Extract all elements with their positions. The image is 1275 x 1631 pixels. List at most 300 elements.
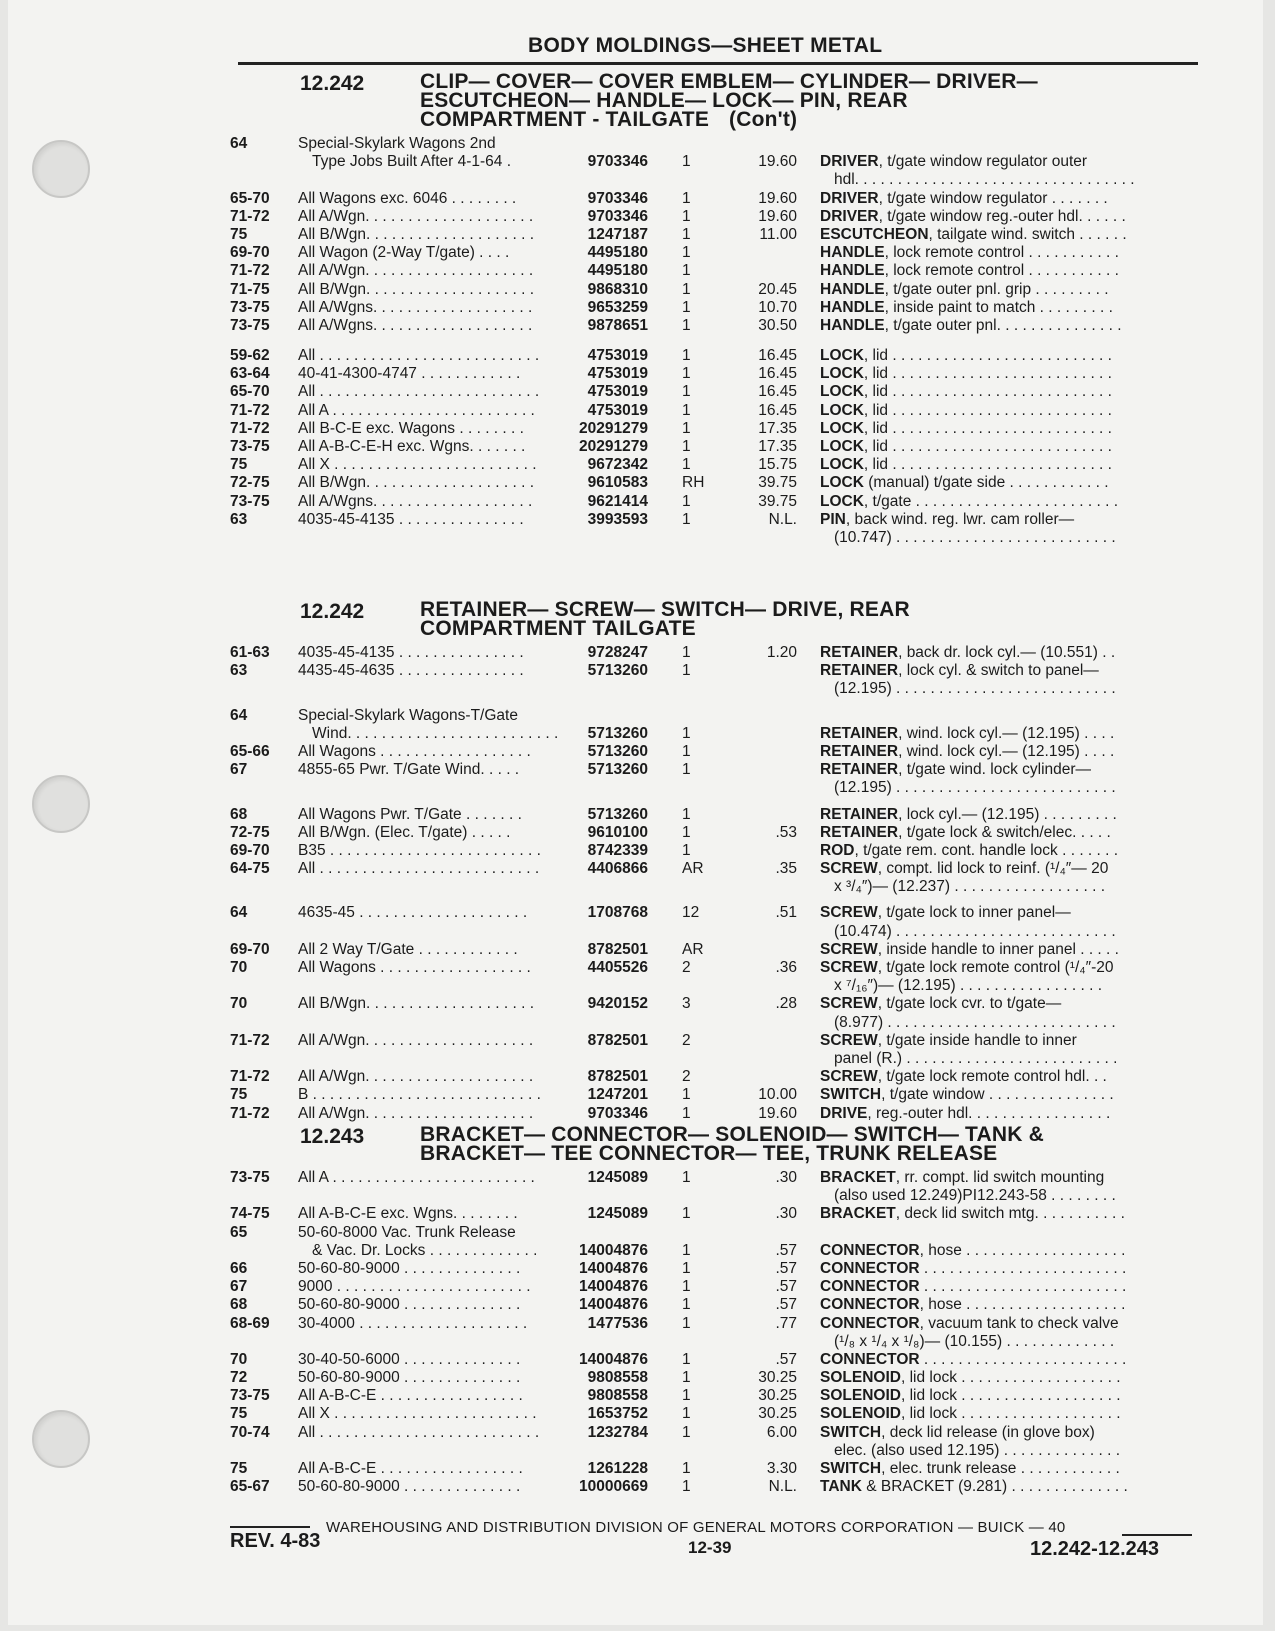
- part-name: SCREW: [820, 995, 878, 1013]
- part-detail: , lid lock . . . . . . . . . . . . . . . . . . .: [900, 1405, 1121, 1423]
- footer-rule: [1122, 1534, 1192, 1536]
- part-description: [820, 153, 1206, 171]
- footer-publisher: WAREHOUSING AND DISTRIBUTION DIVISION OF GENERAL MOTORS CORPORATION — BUICK — 40: [326, 1519, 1066, 1536]
- part-detail: , t/gate window reg.-outer hdl. . . . . .: [878, 207, 1126, 225]
- part-description: [820, 959, 1206, 977]
- model-years: 72-75: [230, 823, 270, 841]
- footer-section-range: 12.242-12.243: [1030, 1538, 1160, 1560]
- part-detail: , back dr. lock cyl.— (10.551) . .: [898, 644, 1116, 661]
- parts-row: [230, 1296, 1205, 1314]
- parts-row: [230, 1068, 1205, 1086]
- part-name: ROD: [820, 841, 855, 859]
- model-years: 73-75: [230, 298, 270, 316]
- description-continuation: [230, 1014, 1205, 1032]
- part-number: 4495180: [587, 262, 648, 280]
- parts-row: [230, 365, 1205, 383]
- part-detail: , lid . . . . . . . . . . . . . . . . . . . . . . . . . .: [863, 401, 1112, 419]
- section-header: [230, 72, 1205, 129]
- part-detail: , lock remote control . . . . . . . . . . .: [884, 262, 1119, 280]
- part-description: [820, 1068, 1206, 1086]
- quantity: 1: [682, 1086, 691, 1104]
- part-description: [820, 456, 1206, 474]
- part-detail: , lid . . . . . . . . . . . . . . . . . . . . . . . . . .: [863, 456, 1112, 474]
- part-detail: , lock cyl.— (12.195) . . . . . . . . .: [898, 805, 1117, 823]
- quantity: 1: [682, 1259, 691, 1277]
- model-years: 71-72: [230, 1031, 270, 1049]
- part-detail: , elec. trunk release . . . . . . . . . . . .: [881, 1460, 1120, 1477]
- part-name: SCREW: [820, 959, 878, 976]
- quantity: 1: [682, 456, 691, 474]
- part-detail: , inside paint to match . . . . . . . . .: [884, 298, 1113, 316]
- part-name: RETAINER: [820, 724, 899, 742]
- model-years: 75: [230, 225, 248, 243]
- section-title-line: ESCUTCHEON— HANDLE— LOCK— PIN, REAR: [420, 89, 908, 112]
- parts-list: [230, 1169, 1205, 1496]
- quantity: 1: [682, 1460, 691, 1477]
- price: N.L.: [768, 1478, 797, 1496]
- price: 30.25: [758, 1405, 797, 1423]
- model-years: 65: [230, 1223, 248, 1241]
- application: All B-C-E exc. Wagons . . . . . . . .: [298, 419, 524, 437]
- part-detail: , t/gate lock remote control (¹/₄″-20: [877, 959, 1114, 976]
- application: All A/Wgn. . . . . . . . . . . . . . . . . . . .: [298, 207, 534, 225]
- application: All . . . . . . . . . . . . . . . . . . . . . . . . . .: [298, 347, 540, 365]
- part-number: 1247201: [587, 1086, 648, 1104]
- part-number: 4753019: [587, 347, 648, 365]
- parts-row: [230, 1205, 1205, 1223]
- part-detail: , deck lid release (in glove box): [881, 1423, 1095, 1441]
- part-number: 9878651: [587, 316, 648, 334]
- part-name: SOLENOID: [820, 1405, 901, 1423]
- part-number: 9808558: [587, 1369, 648, 1387]
- model-years: 71-72: [230, 207, 270, 225]
- model-years: 75: [230, 1086, 248, 1104]
- part-description: [820, 806, 1206, 824]
- part-description: (also used 12.249)PI12.243-58 . . . . . . . .: [834, 1187, 1116, 1205]
- part-detail: , inside handle to inner panel . . . . .: [877, 940, 1119, 958]
- quantity: 1: [682, 316, 691, 334]
- parts-row: [230, 190, 1205, 208]
- part-detail: , lock remote control . . . . . . . . . . .: [884, 244, 1119, 262]
- part-number: 9703346: [587, 153, 648, 171]
- part-description: [820, 1387, 1206, 1405]
- model-years: 71-72: [230, 419, 270, 437]
- application: All A-B-C-E . . . . . . . . . . . . . . . . .: [298, 1460, 523, 1477]
- price: .77: [775, 1314, 797, 1332]
- part-description: [820, 1205, 1206, 1223]
- description-continuation: [230, 171, 1205, 189]
- part-name: BRACKET: [820, 1169, 896, 1186]
- part-description: [820, 1260, 1206, 1278]
- part-detail: , compt. lid lock to reinf. (¹/₄″— 20: [877, 860, 1109, 878]
- parts-row: [230, 1086, 1205, 1104]
- parts-row: [230, 725, 1205, 743]
- part-description: [820, 402, 1206, 420]
- part-detail: (manual) t/gate side . . . . . . . . . . . .: [863, 474, 1109, 492]
- part-description: (8.977) . . . . . . . . . . . . . . . . . . . . . . . . . . .: [834, 1013, 1116, 1031]
- application: 50-60-80-9000 . . . . . . . . . . . . . .: [298, 1259, 521, 1277]
- part-detail: , t/gate lock to inner panel—: [877, 904, 1071, 922]
- part-description: [820, 824, 1206, 842]
- part-description: [820, 438, 1206, 456]
- quantity: RH: [682, 474, 705, 492]
- part-description: [820, 1315, 1206, 1333]
- price: 19.60: [758, 153, 797, 171]
- part-description: [820, 1296, 1206, 1314]
- parts-row: [230, 1460, 1205, 1478]
- application: All Wagon (2-Way T/gate) . . . .: [298, 244, 510, 262]
- part-name: RETAINER: [820, 805, 899, 823]
- quantity: 1: [682, 244, 691, 262]
- price: N.L.: [768, 510, 797, 528]
- part-description: [820, 842, 1206, 860]
- part-name: HANDLE: [820, 262, 885, 280]
- part-number: 4753019: [587, 365, 648, 383]
- parts-row: [230, 761, 1205, 779]
- application: All A-B-C-E exc. Wgns. . . . . . . .: [298, 1205, 518, 1223]
- quantity: 1: [682, 1205, 691, 1223]
- application: All . . . . . . . . . . . . . . . . . . . . . . . . . .: [298, 1423, 540, 1441]
- parts-row: [230, 208, 1205, 226]
- part-number: 9672342: [587, 456, 648, 474]
- model-years: 65-70: [230, 383, 270, 401]
- description-continuation: [230, 1333, 1205, 1351]
- part-description: (¹/₈ x ¹/₄ x ¹/₈)— (10.155) . . . . . . . . . . . . .: [834, 1332, 1115, 1350]
- part-name: RETAINER: [820, 823, 899, 841]
- section-header: [230, 600, 1205, 638]
- model-years: 65-67: [230, 1478, 270, 1496]
- model-years: 67: [230, 761, 248, 779]
- part-name: LOCK: [820, 383, 864, 401]
- model-years: 69-70: [230, 244, 270, 262]
- footer-revision: REV. 4-83: [230, 1530, 321, 1552]
- part-name: SCREW: [820, 1031, 878, 1049]
- part-name: PIN: [820, 510, 846, 528]
- quantity: AR: [682, 860, 704, 878]
- part-description: panel (R.) . . . . . . . . . . . . . . . . . . . . . . . . .: [834, 1049, 1118, 1067]
- part-detail: , t/gate lock & switch/elec. . . . .: [898, 823, 1111, 841]
- part-number: 5713260: [587, 805, 648, 823]
- price: 30.25: [758, 1387, 797, 1405]
- part-number: 1247187: [587, 225, 648, 243]
- quantity: 1: [682, 189, 691, 207]
- parts-row: [230, 226, 1205, 244]
- section-title-line: [420, 110, 1205, 129]
- application: & Vac. Dr. Locks . . . . . . . . . . . . .: [312, 1241, 538, 1259]
- parts-row: [230, 959, 1205, 977]
- parts-row: [230, 1424, 1205, 1442]
- part-description: x ³/₄″)— (12.237) . . . . . . . . . . . . . . . . . .: [834, 878, 1106, 896]
- part-number: 1261228: [587, 1460, 648, 1477]
- application: 4635-45 . . . . . . . . . . . . . . . . . . . .: [298, 904, 528, 922]
- continued-label: (Con't): [729, 108, 798, 131]
- parts-row: [230, 1260, 1205, 1278]
- part-number: 3993593: [587, 510, 648, 528]
- part-detail: , rr. compt. lid switch mounting: [895, 1169, 1105, 1186]
- part-description: [820, 317, 1206, 335]
- description-continuation: [230, 779, 1205, 797]
- quantity: 1: [682, 298, 691, 316]
- part-detail: , t/gate lock cvr. to t/gate—: [877, 995, 1062, 1013]
- part-name: CONNECTOR: [820, 1350, 920, 1368]
- part-name: SOLENOID: [820, 1369, 901, 1387]
- part-description: [820, 1478, 1206, 1496]
- application: All A/Wgns. . . . . . . . . . . . . . . . . . .: [298, 492, 533, 510]
- part-name: CONNECTOR: [820, 1296, 920, 1314]
- model-years: 63-64: [230, 365, 270, 383]
- binder-hole: [32, 140, 90, 198]
- part-number: 9610100: [587, 823, 648, 841]
- application: 30-4000 . . . . . . . . . . . . . . . . . . . .: [298, 1314, 528, 1332]
- parts-row: [230, 1278, 1205, 1296]
- application: All Wagons Pwr. T/Gate . . . . . . .: [298, 805, 522, 823]
- part-description: [820, 190, 1206, 208]
- model-years: 70: [230, 959, 248, 976]
- part-detail: , wind. lock cyl.— (12.195) . . . .: [898, 724, 1115, 742]
- section-number: 12.242: [300, 72, 365, 95]
- price: 11.00: [759, 225, 797, 243]
- price: .51: [775, 904, 797, 922]
- application: 4435-45-4635 . . . . . . . . . . . . . . .: [298, 662, 524, 680]
- parts-row: [230, 1478, 1205, 1496]
- part-number: 5713260: [587, 662, 648, 680]
- model-years: 71-72: [230, 1104, 270, 1122]
- quantity: 1: [682, 1350, 691, 1368]
- parts-row: [230, 824, 1205, 842]
- description-continuation: [230, 1187, 1205, 1205]
- header-rule: [238, 62, 1198, 65]
- quantity: 1: [682, 347, 691, 365]
- page-header-title: BODY MOLDINGS—SHEET METAL: [528, 34, 883, 57]
- part-detail: . . . . . . . . . . . . . . . . . . . . . . . .: [919, 1350, 1127, 1368]
- part-number: 10000669: [579, 1478, 648, 1496]
- part-number: 5713260: [587, 724, 648, 742]
- quantity: 2: [682, 1068, 691, 1086]
- quantity: 1: [682, 823, 691, 841]
- parts-row: [230, 995, 1205, 1013]
- model-years: 70: [230, 995, 248, 1013]
- parts-row: [230, 1315, 1205, 1333]
- quantity: 1: [682, 1405, 691, 1423]
- application: 50-60-8000 Vac. Trunk Release: [298, 1223, 516, 1241]
- section-12-243-bracket-connector: [230, 1125, 1205, 1496]
- price: .57: [775, 1296, 797, 1314]
- part-number: 9653259: [587, 298, 648, 316]
- section-header: [230, 1125, 1205, 1163]
- quantity: 2: [682, 1031, 691, 1049]
- part-description: [820, 662, 1206, 680]
- model-years: 72: [230, 1369, 248, 1387]
- parts-row: [230, 662, 1205, 680]
- price: 16.45: [758, 347, 797, 365]
- quantity: 1: [682, 207, 691, 225]
- part-description: [820, 1032, 1206, 1050]
- price: .35: [775, 860, 797, 878]
- part-name: HANDLE: [820, 316, 885, 334]
- price: 15.75: [758, 456, 797, 474]
- parts-list: [230, 644, 1205, 1123]
- part-description: [820, 1460, 1206, 1478]
- parts-row: [230, 1387, 1205, 1405]
- footer-rule: [230, 1526, 310, 1528]
- part-name: HANDLE: [820, 298, 885, 316]
- part-detail: , tailgate wind. switch . . . . . .: [928, 225, 1127, 243]
- application: All A . . . . . . . . . . . . . . . . . . . . . . . .: [298, 1169, 535, 1186]
- model-years: 64: [230, 904, 248, 922]
- part-description: [820, 644, 1206, 662]
- part-number: 14004876: [579, 1296, 648, 1314]
- model-years: 71-72: [230, 401, 270, 419]
- part-description: [820, 743, 1206, 761]
- model-years: 68: [230, 1296, 248, 1314]
- part-name: RETAINER: [820, 644, 899, 661]
- model-years: 71-75: [230, 280, 270, 298]
- part-description: [820, 347, 1206, 365]
- application: 40-41-4300-4747 . . . . . . . . . . . .: [298, 365, 521, 383]
- part-detail: , t/gate lock remote control hdl. . .: [877, 1068, 1107, 1086]
- application: All 2 Way T/Gate . . . . . . . . . . . .: [298, 940, 518, 958]
- application: All A/Wgn. . . . . . . . . . . . . . . . . . . .: [298, 1104, 534, 1122]
- part-number: 9703346: [587, 207, 648, 225]
- catalog-page: [8, 0, 1263, 1625]
- part-name: SCREW: [820, 940, 878, 958]
- part-description: [820, 1424, 1206, 1442]
- description-continuation: [230, 878, 1205, 896]
- part-number: 9703346: [587, 189, 648, 207]
- part-description: elec. (also used 12.195) . . . . . . . . . . . . . .: [834, 1441, 1121, 1459]
- parts-row: [230, 420, 1205, 438]
- quantity: 1: [682, 1104, 691, 1122]
- price: .36: [775, 959, 797, 976]
- application: All B/Wgn. (Elec. T/gate) . . . . .: [298, 823, 511, 841]
- price: 39.75: [758, 474, 797, 492]
- section-title-text: COMPARTMENT - TAILGATE: [420, 108, 710, 131]
- quantity: 1: [682, 1369, 691, 1387]
- part-detail: , t/gate wind. lock cylinder—: [898, 761, 1092, 779]
- parts-row: [230, 1169, 1205, 1187]
- part-name: CONNECTOR: [820, 1278, 920, 1296]
- part-description: [820, 1086, 1206, 1104]
- quantity: 2: [682, 959, 691, 976]
- parts-row: [230, 262, 1205, 280]
- parts-row: [230, 842, 1205, 860]
- part-name: SWITCH: [820, 1460, 882, 1477]
- part-description: [820, 725, 1206, 743]
- quantity: 1: [682, 419, 691, 437]
- application: 9000 . . . . . . . . . . . . . . . . . . . . . . .: [298, 1278, 531, 1296]
- part-name: SWITCH: [820, 1086, 882, 1104]
- part-name: CONNECTOR: [820, 1241, 920, 1259]
- price: 30.25: [758, 1369, 797, 1387]
- price: 39.75: [758, 492, 797, 510]
- model-years: 75: [230, 456, 248, 474]
- application: All B/Wgn. . . . . . . . . . . . . . . . . . . .: [298, 225, 534, 243]
- part-detail: , t/gate rem. cont. handle lock . . . . . . .: [854, 841, 1119, 859]
- quantity: 1: [682, 1314, 691, 1332]
- model-years: 68-69: [230, 1314, 270, 1332]
- model-years: 69-70: [230, 940, 270, 958]
- price: 10.70: [758, 298, 797, 316]
- application: 50-60-80-9000 . . . . . . . . . . . . . .: [298, 1478, 521, 1496]
- part-name: SOLENOID: [820, 1387, 901, 1405]
- price: 3.30: [766, 1460, 797, 1477]
- quantity: 1: [682, 1423, 691, 1441]
- part-detail: , back wind. reg. lwr. cam roller—: [845, 510, 1075, 528]
- parts-row: [230, 135, 1205, 153]
- part-description: (12.195) . . . . . . . . . . . . . . . . . . . . . . . . . .: [834, 680, 1116, 698]
- application: Type Jobs Built After 4-1-64 .: [312, 153, 512, 171]
- parts-row: [230, 317, 1205, 335]
- part-number: 5713260: [587, 761, 648, 779]
- model-years: 75: [230, 1460, 248, 1477]
- parts-row: [230, 347, 1205, 365]
- quantity: 1: [682, 1278, 691, 1296]
- part-name: TANK: [820, 1478, 862, 1496]
- part-description: [820, 941, 1206, 959]
- application: 4035-45-4135 . . . . . . . . . . . . . . .: [298, 644, 524, 661]
- part-number: 8782501: [587, 1031, 648, 1049]
- model-years: 67: [230, 1278, 248, 1296]
- section-title: [420, 72, 1205, 129]
- part-name: HANDLE: [820, 280, 885, 298]
- application: 4855-65 Pwr. T/Gate Wind. . . . .: [298, 761, 520, 779]
- quantity: 1: [682, 724, 691, 742]
- parts-row: [230, 941, 1205, 959]
- quantity: 1: [682, 1296, 691, 1314]
- part-number: 14004876: [579, 1241, 648, 1259]
- part-number: 14004876: [579, 1278, 648, 1296]
- part-name: DRIVE: [820, 1104, 868, 1122]
- application: All A/Wgns. . . . . . . . . . . . . . . . . . .: [298, 298, 533, 316]
- model-years: 59-62: [230, 347, 270, 365]
- part-description: [820, 860, 1206, 878]
- part-description: [820, 383, 1206, 401]
- model-years: 63: [230, 510, 248, 528]
- part-description: [820, 1242, 1206, 1260]
- part-description: (10.747) . . . . . . . . . . . . . . . . . . . . . . . . . .: [834, 528, 1116, 546]
- section-title: [420, 1125, 1205, 1163]
- part-name: LOCK: [820, 474, 864, 492]
- part-detail: , lid . . . . . . . . . . . . . . . . . . . . . . . . . .: [863, 419, 1112, 437]
- model-years: 64: [230, 135, 248, 152]
- description-continuation: [230, 1442, 1205, 1460]
- part-name: LOCK: [820, 438, 864, 455]
- part-number: 8782501: [587, 940, 648, 958]
- part-description: [820, 262, 1206, 280]
- part-description: [820, 244, 1206, 262]
- part-number: 20291279: [579, 419, 648, 437]
- part-number: 4753019: [587, 401, 648, 419]
- part-detail: , t/gate . . . . . . . . . . . . . . . . . . . . . . . .: [863, 492, 1119, 510]
- parts-row: [230, 335, 1205, 347]
- application: 30-40-50-6000 . . . . . . . . . . . . . .: [298, 1350, 521, 1368]
- application: All A/Wgn. . . . . . . . . . . . . . . . . . . .: [298, 1031, 534, 1049]
- section-number: 12.243: [300, 1125, 365, 1148]
- section-title-line: RETAINER— SCREW— SWITCH— DRIVE, REAR: [420, 598, 910, 621]
- parts-row: [230, 707, 1205, 725]
- parts-row: [230, 1032, 1205, 1050]
- part-number: 1653752: [587, 1405, 648, 1423]
- part-detail: , lock cyl. & switch to panel—: [898, 662, 1099, 680]
- application: All X . . . . . . . . . . . . . . . . . . . . . . . .: [298, 456, 537, 474]
- price: 16.45: [758, 401, 797, 419]
- binder-hole: [32, 775, 90, 833]
- description-continuation: [230, 977, 1205, 995]
- application: All A-B-C-E . . . . . . . . . . . . . . . . .: [298, 1387, 523, 1405]
- quantity: AR: [682, 940, 704, 958]
- part-number: 4405526: [587, 959, 648, 976]
- model-years: 73-75: [230, 1387, 270, 1405]
